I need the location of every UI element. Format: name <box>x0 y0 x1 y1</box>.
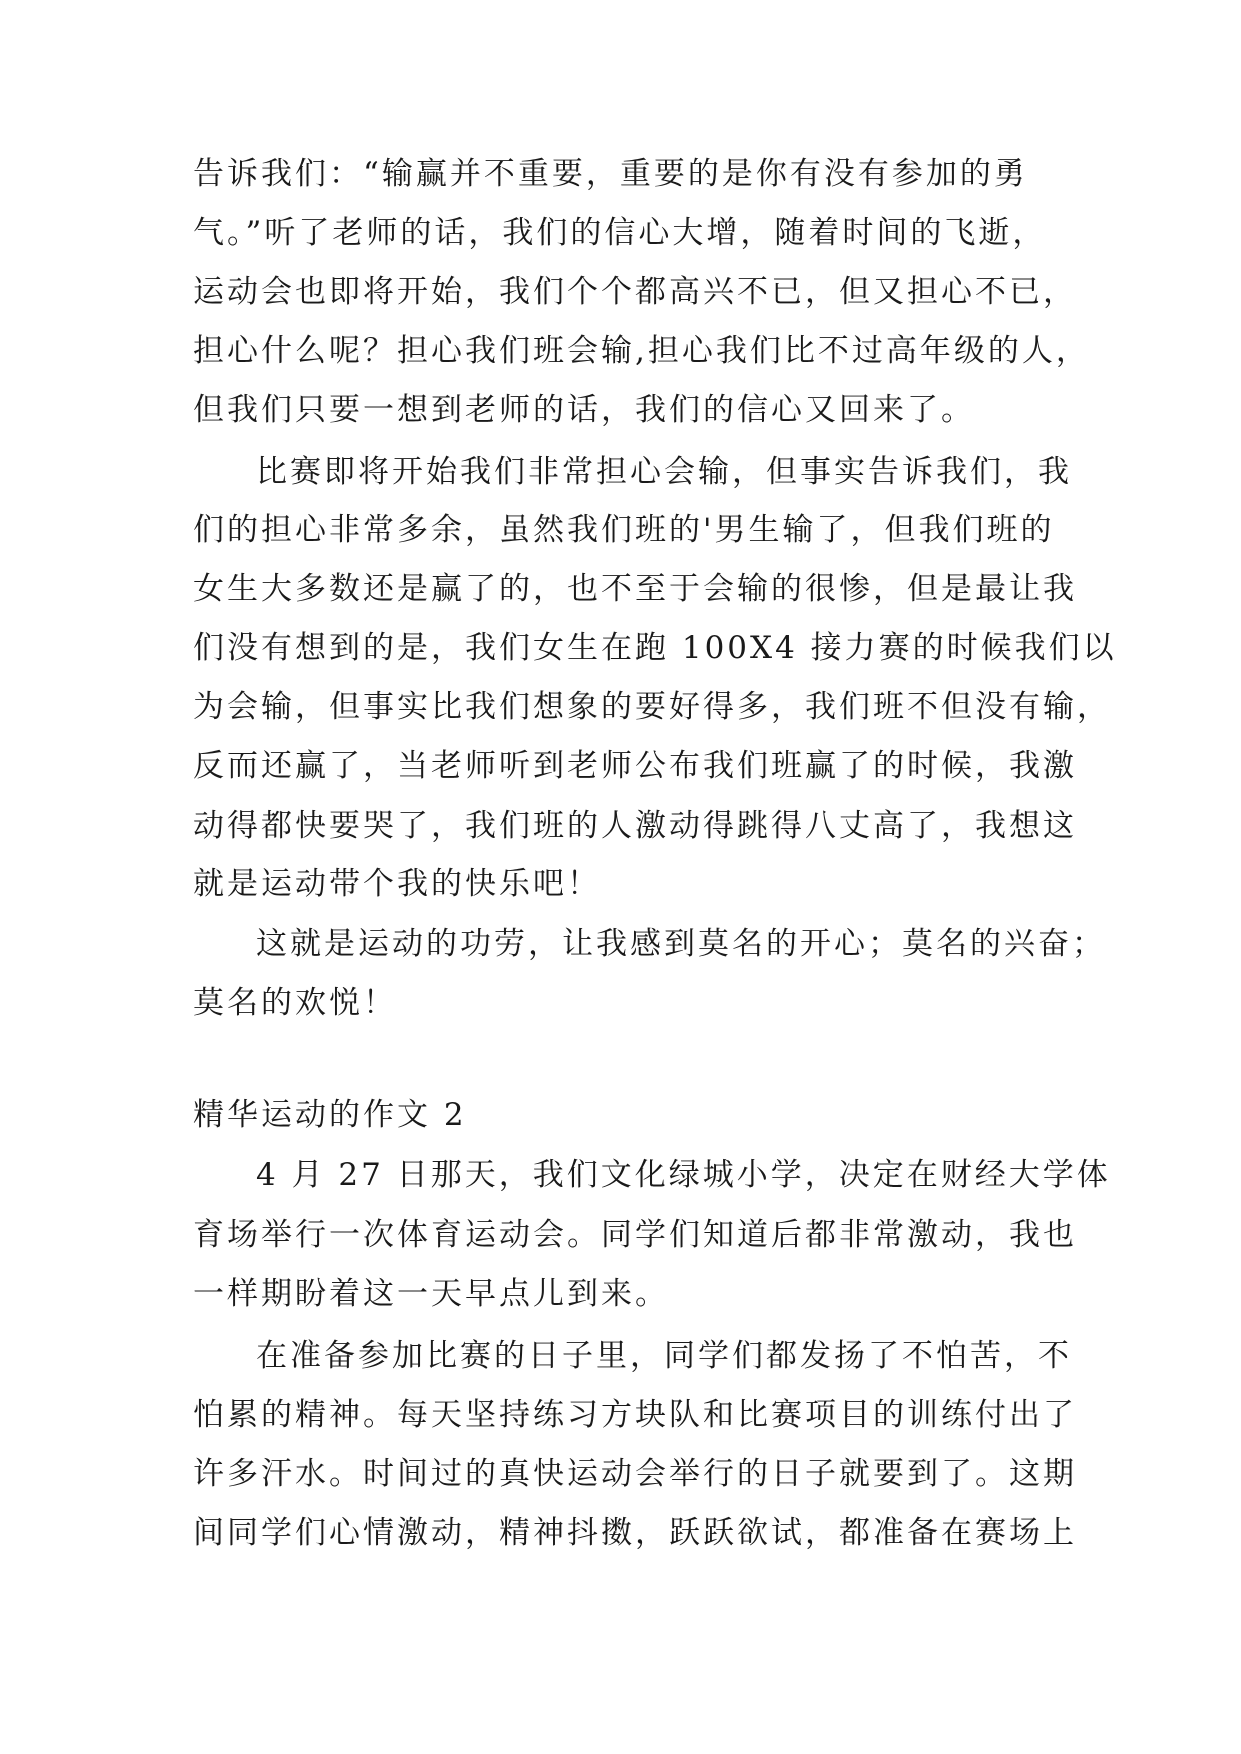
text-line: 间同学们心情激动，精神抖擞，跃跃欲试，都准备在赛场上 <box>193 1515 1077 1551</box>
section-title: 精华运动的作文 2 <box>193 1097 467 1133</box>
text-line: 反而还赢了，当老师听到老师公布我们班赢了的时候，我激 <box>193 748 1077 784</box>
text-line: 怕累的精神。每天坚持练习方块队和比赛项目的训练付出了 <box>193 1397 1077 1433</box>
text-line: 莫名的欢悦！ <box>193 985 397 1021</box>
text-line: 们的担心非常多余，虽然我们班的'男生输了，但我们班的 <box>193 512 1055 548</box>
text-line: 告诉我们：“输赢并不重要，重要的是你有没有参加的勇 <box>193 156 1028 192</box>
paragraph-first-line: 4 月 27 日那天，我们文化绿城小学，决定在财经大学体 <box>256 1157 1111 1193</box>
text-line: 女生大多数还是赢了的，也不至于会输的很惨，但是最让我 <box>193 571 1077 607</box>
text-line: 一样期盼着这一天早点儿到来。 <box>193 1276 669 1312</box>
text-line: 运动会也即将开始，我们个个都高兴不已，但又担心不已， <box>193 274 1077 310</box>
text-line: 但我们只要一想到老师的话，我们的信心又回来了。 <box>193 392 975 428</box>
text-line: 气。”听了老师的话，我们的信心大增，随着时间的飞逝， <box>193 215 1047 251</box>
text-line: 们没有想到的是，我们女生在跑 100X4 接力赛的时候我们以 <box>193 630 1117 666</box>
paragraph-first-line: 这就是运动的功劳，让我感到莫名的开心；莫名的兴奋； <box>256 926 1106 962</box>
paragraph-first-line: 比赛即将开始我们非常担心会输，但事实告诉我们，我 <box>256 454 1072 490</box>
text-line: 为会输，但事实比我们想象的要好得多，我们班不但没有输， <box>193 689 1111 725</box>
text-line: 育场举行一次体育运动会。同学们知道后都非常激动，我也 <box>193 1217 1077 1253</box>
text-line: 动得都快要哭了，我们班的人激动得跳得八丈高了，我想这 <box>193 808 1077 844</box>
text-line: 就是运动带个我的快乐吧！ <box>193 866 601 902</box>
text-line: 许多汗水。时间过的真快运动会举行的日子就要到了。这期 <box>193 1456 1077 1492</box>
paragraph-first-line: 在准备参加比赛的日子里，同学们都发扬了不怕苦，不 <box>256 1338 1072 1374</box>
text-line: 担心什么呢？担心我们班会输,担心我们比不过高年级的人， <box>193 333 1090 369</box>
